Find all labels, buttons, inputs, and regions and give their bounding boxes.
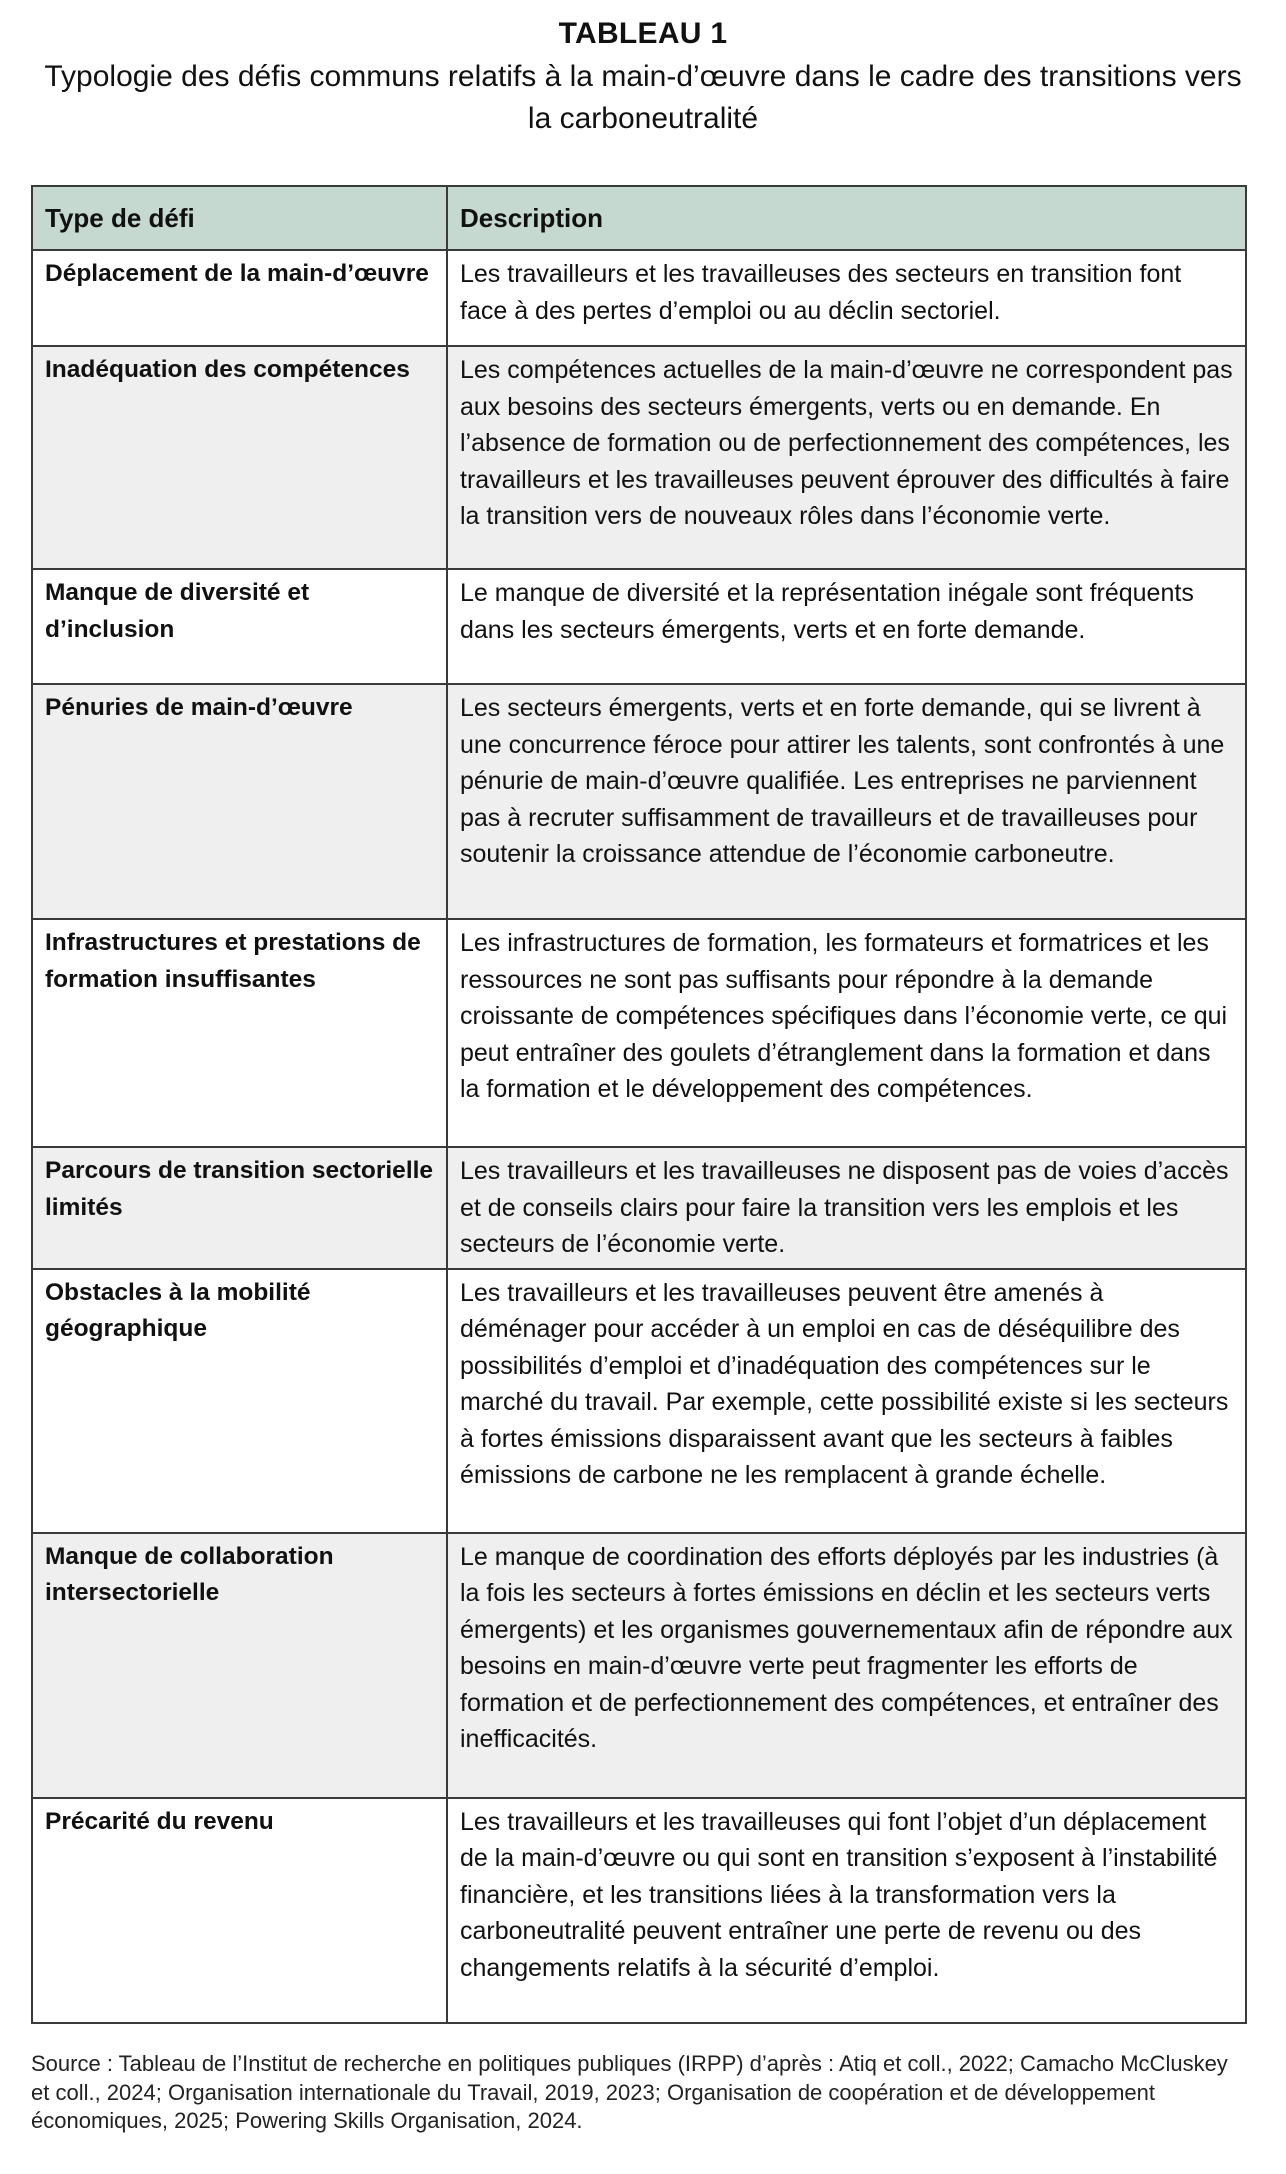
- table-row: [32, 1533, 1246, 1798]
- challenge-description: Les compétences actuelles de la main-d’œuvre ne correspondent pas aux besoins des secteurs émergents, verts ou en demande. En l’absence de formation ou de perfectionnement des compétences, les travailleurs et les travailleuses peuvent éprouver des difficultés à faire la transition vers de nouveaux rôles dans l’économie verte.: [447, 346, 1246, 569]
- table-title: Typologie des défis communs relatifs à la main-d’œuvre dans le cadre des transitions vers la carboneutralité: [44, 60, 1242, 135]
- challenges-table: [31, 185, 1247, 2024]
- table-row: [32, 569, 1246, 684]
- table-row: [32, 346, 1246, 569]
- table-row: [32, 1798, 1246, 2023]
- table-number: TABLEAU 1: [558, 17, 728, 50]
- challenge-description: Les travailleurs et les travailleuses des secteurs en transition font face à des pertes d’emploi ou au déclin sectoriel.: [447, 250, 1246, 346]
- table-row: [32, 250, 1246, 346]
- challenge-type: Manque de collaboration intersectorielle: [32, 1533, 447, 1798]
- table-header-row: [32, 186, 1246, 250]
- challenge-description: Les travailleurs et les travailleuses qui font l’objet d’un déplacement de la main-d’œuvre ou qui sont en transition s’exposent à l’instabilité financière, et les transitions liées à la transformation vers la carboneutralité peuvent entraîner une perte de revenu ou des changements relatifs à la sécurité d’emploi.: [447, 1798, 1246, 2023]
- challenge-description: Les travailleurs et les travailleuses peuvent être amenés à déménager pour accéder à un emploi en cas de déséquilibre des possibilités d’emploi et d’inadéquation des compétences sur le marché du travail. Par exemple, cette possibilité existe si les secteurs à fortes émissions disparaissent avant que les secteurs à faibles émissions de carbone ne les remplacent à grande échelle.: [447, 1269, 1246, 1533]
- column-header-description: Description: [447, 186, 1246, 250]
- table-row: [32, 919, 1246, 1147]
- challenge-description: Les travailleurs et les travailleuses ne disposent pas de voies d’accès et de conseils clairs pour faire la transition vers les emplois et les secteurs de l’économie verte.: [447, 1147, 1246, 1269]
- table-row: [32, 1147, 1246, 1269]
- challenge-description: Les infrastructures de formation, les formateurs et formatrices et les ressources ne sont pas suffisants pour répondre à la demande croissante de compétences spécifiques dans l’économie verte, ce qui peut entraîner des goulets d’étranglement dans la formation et dans la formation et le développement des compétences.: [447, 919, 1246, 1147]
- challenge-description: Les secteurs émergents, verts et en forte demande, qui se livrent à une concurrence féroce pour attirer les talents, sont confrontés à une pénurie de main-d’œuvre qualifiée. Les entreprises ne parviennent pas à recruter suffisamment de travailleurs et de travailleuses pour soutenir la croissance attendue de l’économie carboneutre.: [447, 684, 1246, 919]
- challenge-description: Le manque de coordination des efforts déployés par les industries (à la fois les secteurs à fortes émissions en déclin et les secteurs verts émergents) et les organismes gouvernementaux afin de répondre aux besoins en main-d’œuvre verte peut fragmenter les efforts de formation et de perfectionnement des compétences, et entraîner des inefficacités.: [447, 1533, 1246, 1798]
- challenge-type: Inadéquation des compétences: [32, 346, 447, 569]
- challenge-type: Manque de diversité et d’inclusion: [32, 569, 447, 684]
- challenge-type: Pénuries de main-d’œuvre: [32, 684, 447, 919]
- challenge-type: Infrastructures et prestations de formation insuffisantes: [32, 919, 447, 1147]
- challenge-type: Précarité du revenu: [32, 1798, 447, 2023]
- table-row: [32, 684, 1246, 919]
- challenge-type: Déplacement de la main-d’œuvre: [32, 250, 447, 346]
- source-note: Source : Tableau de l’Institut de recherche en politiques publiques (IRPP) d’après : Atiq et coll., 2022; Camacho McCluskey et coll., 2024; Organisation internationale du Travail, 2019, 2023; Organisation de coopération et de développement économiques, 2025; Powering Skills Organisation, 2024.: [31, 2051, 1228, 2133]
- challenge-type: Obstacles à la mobilité géographique: [32, 1269, 447, 1533]
- challenge-description: Le manque de diversité et la représentation inégale sont fréquents dans les secteurs émergents, verts et en forte demande.: [447, 569, 1246, 684]
- column-header-type: Type de défi: [32, 186, 447, 250]
- challenge-type: Parcours de transition sectorielle limités: [32, 1147, 447, 1269]
- table-row: [32, 1269, 1246, 1533]
